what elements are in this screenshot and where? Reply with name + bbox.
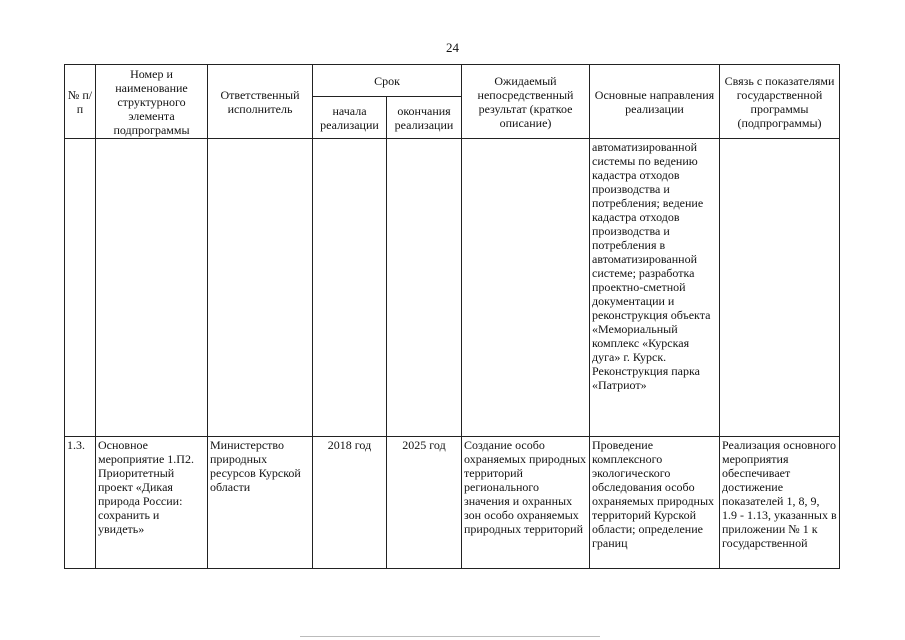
cell-link [720,139,840,437]
cell-directions: Проведение комплексного экологического обследования особо охраняемых природных территорий Курской области; определение границ [590,437,720,569]
subprogram-table [64,64,840,569]
cell-result: Создание особо охраняемых природных территорий регионального значения и охранных зон особо охраняемых природных территорий [462,437,590,569]
header-link: Связь с показателями государственной программы (подпрограммы) [720,65,840,139]
header-result: Ожидаемый непосредственный результат (краткое описание) [462,65,590,139]
table-row [65,139,840,437]
cell-start [313,139,387,437]
cell-link: Реализация основного мероприятия обеспечивает достижение показателей 1, 8, 9, 1.9 - 1.13, указанных в приложении № 1 к государственной [720,437,840,569]
cell-start: 2018 год [313,437,387,569]
cell-num [65,139,96,437]
cell-result [462,139,590,437]
cell-num: 1.3. [65,437,96,569]
cell-executor [208,139,313,437]
cell-executor: Министерство природных ресурсов Курской области [208,437,313,569]
header-name: Номер и наименование структурного элемента подпрограммы [96,65,208,139]
page-number: 24 [446,40,459,55]
table-row [65,437,840,569]
cell-name [96,139,208,437]
header-end: окончания реализации [387,97,462,139]
header-num: № п/п [65,65,96,139]
header-term: Срок [313,65,462,97]
header-start: начала реализации [313,97,387,139]
cell-name: Основное мероприятие 1.П2. Приоритетный проект «Дикая природа России: сохранить и увидеть» [96,437,208,569]
header-executor: Ответственный исполнитель [208,65,313,139]
cell-directions: автоматизированной системы по ведению кадастра отходов производства и потребления; ведение кадастра отходов производства и потребления в автоматизированной системе; разработка проектно-сметной документации и реконструкция объекта «Мемориальный комплекс «Курская дуга» г. Курск. Реконструкция парка «Патриот» [590,139,720,437]
header-directions: Основные направления реализации [590,65,720,139]
cell-end [387,139,462,437]
footer-divider [300,636,600,637]
cell-end: 2025 год [387,437,462,569]
